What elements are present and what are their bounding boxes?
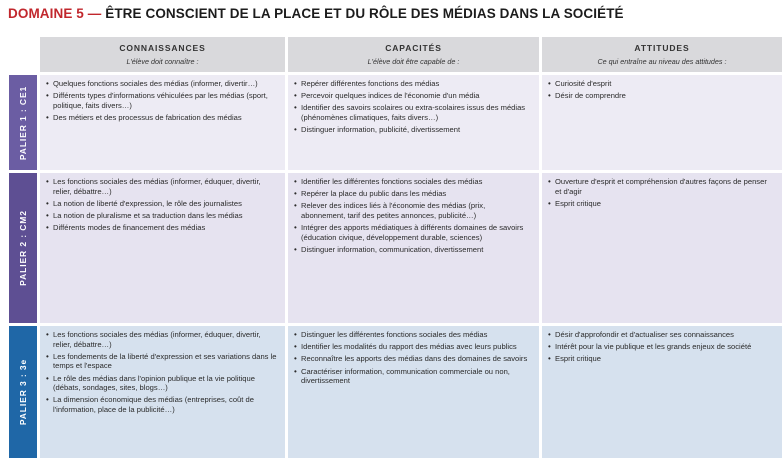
list-item: • Intérêt pour la vie publique et les grands enjeux de société — [548, 342, 774, 352]
table-corner — [9, 37, 37, 72]
bullet-list — [294, 330, 531, 386]
list-item: • Curiosité d'esprit — [548, 79, 774, 89]
column-header-knowledge — [40, 37, 285, 72]
cell-knowledge-palier-2 — [40, 173, 285, 323]
list-item: • Quelques fonctions sociales des médias (informer, divertir…) — [46, 79, 277, 89]
list-item: • Percevoir quelques indices de l'économie d'un média — [294, 91, 531, 101]
list-item: • Les fonctions sociales des médias (informer, éduquer, divertir, relier, débattre…) — [46, 330, 277, 349]
list-item: • Repérer différentes fonctions des médias — [294, 79, 531, 89]
column-heading: ATTITUDES — [634, 43, 690, 53]
page-title — [8, 6, 624, 26]
column-header-capacities — [288, 37, 539, 72]
bullet-list — [46, 79, 277, 123]
list-item: • La dimension économique des médias (entreprises, coût de l'information, place de la publicité…) — [46, 395, 277, 414]
list-item: • Distinguer information, communication, divertissement — [294, 245, 531, 255]
list-item: • Ouverture d'esprit et compréhension d'autres façons de penser et d'agir — [548, 177, 774, 196]
list-item: • Désir d'approfondir et d'actualiser ses connaissances — [548, 330, 774, 340]
list-item: • Intégrer des apports médiatiques à différents domaines de savoirs (éducation civique, développement durable, sciences) — [294, 223, 531, 242]
column-subheading: Ce qui entraîne au niveau des attitudes : — [597, 57, 727, 66]
list-item: • Repérer la place du public dans les médias — [294, 189, 531, 199]
row-label-palier-1 — [9, 75, 37, 170]
bullet-list — [294, 79, 531, 135]
list-item: • Les fonctions sociales des médias (informer, éduquer, divertir, relier, débattre…) — [46, 177, 277, 196]
cell-capacities-palier-2 — [288, 173, 539, 323]
list-item: • Esprit critique — [548, 199, 774, 209]
list-item: • Désir de comprendre — [548, 91, 774, 101]
list-item: • Le rôle des médias dans l'opinion publique et la vie politique (débats, sondages, sites, blogs…) — [46, 374, 277, 393]
list-item: • Différents types d'informations véhiculées par les médias (sport, politique, faits divers…) — [46, 91, 277, 110]
list-item: • Des métiers et des processus de fabrication des médias — [46, 113, 277, 123]
column-heading: CONNAISSANCES — [119, 43, 206, 53]
column-header-attitudes — [542, 37, 782, 72]
cell-attitudes-palier-2 — [542, 173, 782, 323]
list-item: • Différents modes de financement des médias — [46, 223, 277, 233]
column-subheading: L'élève doit être capable de : — [367, 57, 460, 66]
list-item: • Distinguer information, publicité, divertissement — [294, 125, 531, 135]
bullet-list — [548, 177, 774, 208]
row-label-text: PALIER 2 : CM2 — [18, 210, 28, 286]
list-item: • Relever des indices liés à l'économie des médias (prix, abonnement, tarif des petites annonces, publicité…) — [294, 201, 531, 220]
bullet-list — [294, 177, 531, 255]
list-item: • Identifier des savoirs scolaires ou extra-scolaires issus des médias (phénomènes climatiques, faits divers…) — [294, 103, 531, 122]
bullet-list — [46, 177, 277, 233]
bullet-list — [46, 330, 277, 415]
cell-capacities-palier-3 — [288, 326, 539, 458]
list-item: • La notion de pluralisme et sa traduction dans les médias — [46, 211, 277, 221]
column-subheading: L'élève doit connaître : — [126, 57, 199, 66]
list-item: • Distinguer les différentes fonctions sociales des médias — [294, 330, 531, 340]
cell-knowledge-palier-1 — [40, 75, 285, 170]
list-item: • Esprit critique — [548, 354, 774, 364]
column-heading: CAPACITÉS — [385, 43, 442, 53]
bullet-list — [548, 79, 774, 101]
cell-attitudes-palier-1 — [542, 75, 782, 170]
list-item: • La notion de liberté d'expression, le rôle des journalistes — [46, 199, 277, 209]
cell-knowledge-palier-3 — [40, 326, 285, 458]
list-item: • Les fondements de la liberté d'expression et ses variations dans le temps et l'espace — [46, 352, 277, 371]
list-item: • Reconnaître les apports des médias dans des domaines de savoirs — [294, 354, 531, 364]
competency-table — [9, 37, 782, 458]
row-label-text: PALIER 1 : CE1 — [18, 85, 28, 160]
row-label-palier-3 — [9, 326, 37, 458]
cell-capacities-palier-1 — [288, 75, 539, 170]
list-item: • Identifier les différentes fonctions sociales des médias — [294, 177, 531, 187]
bullet-list — [548, 330, 774, 364]
domain-title: ÊTRE CONSCIENT DE LA PLACE ET DU RÔLE DES MÉDIAS DANS LA SOCIÉTÉ — [105, 6, 624, 21]
row-label-palier-2 — [9, 173, 37, 323]
domain-label: DOMAINE 5 — — [8, 6, 102, 21]
cell-attitudes-palier-3 — [542, 326, 782, 458]
list-item: • Caractériser information, communication commerciale ou non, divertissement — [294, 367, 531, 386]
row-label-text: PALIER 3 : 3e — [18, 358, 28, 426]
list-item: • Identifier les modalités du rapport des médias avec leurs publics — [294, 342, 531, 352]
